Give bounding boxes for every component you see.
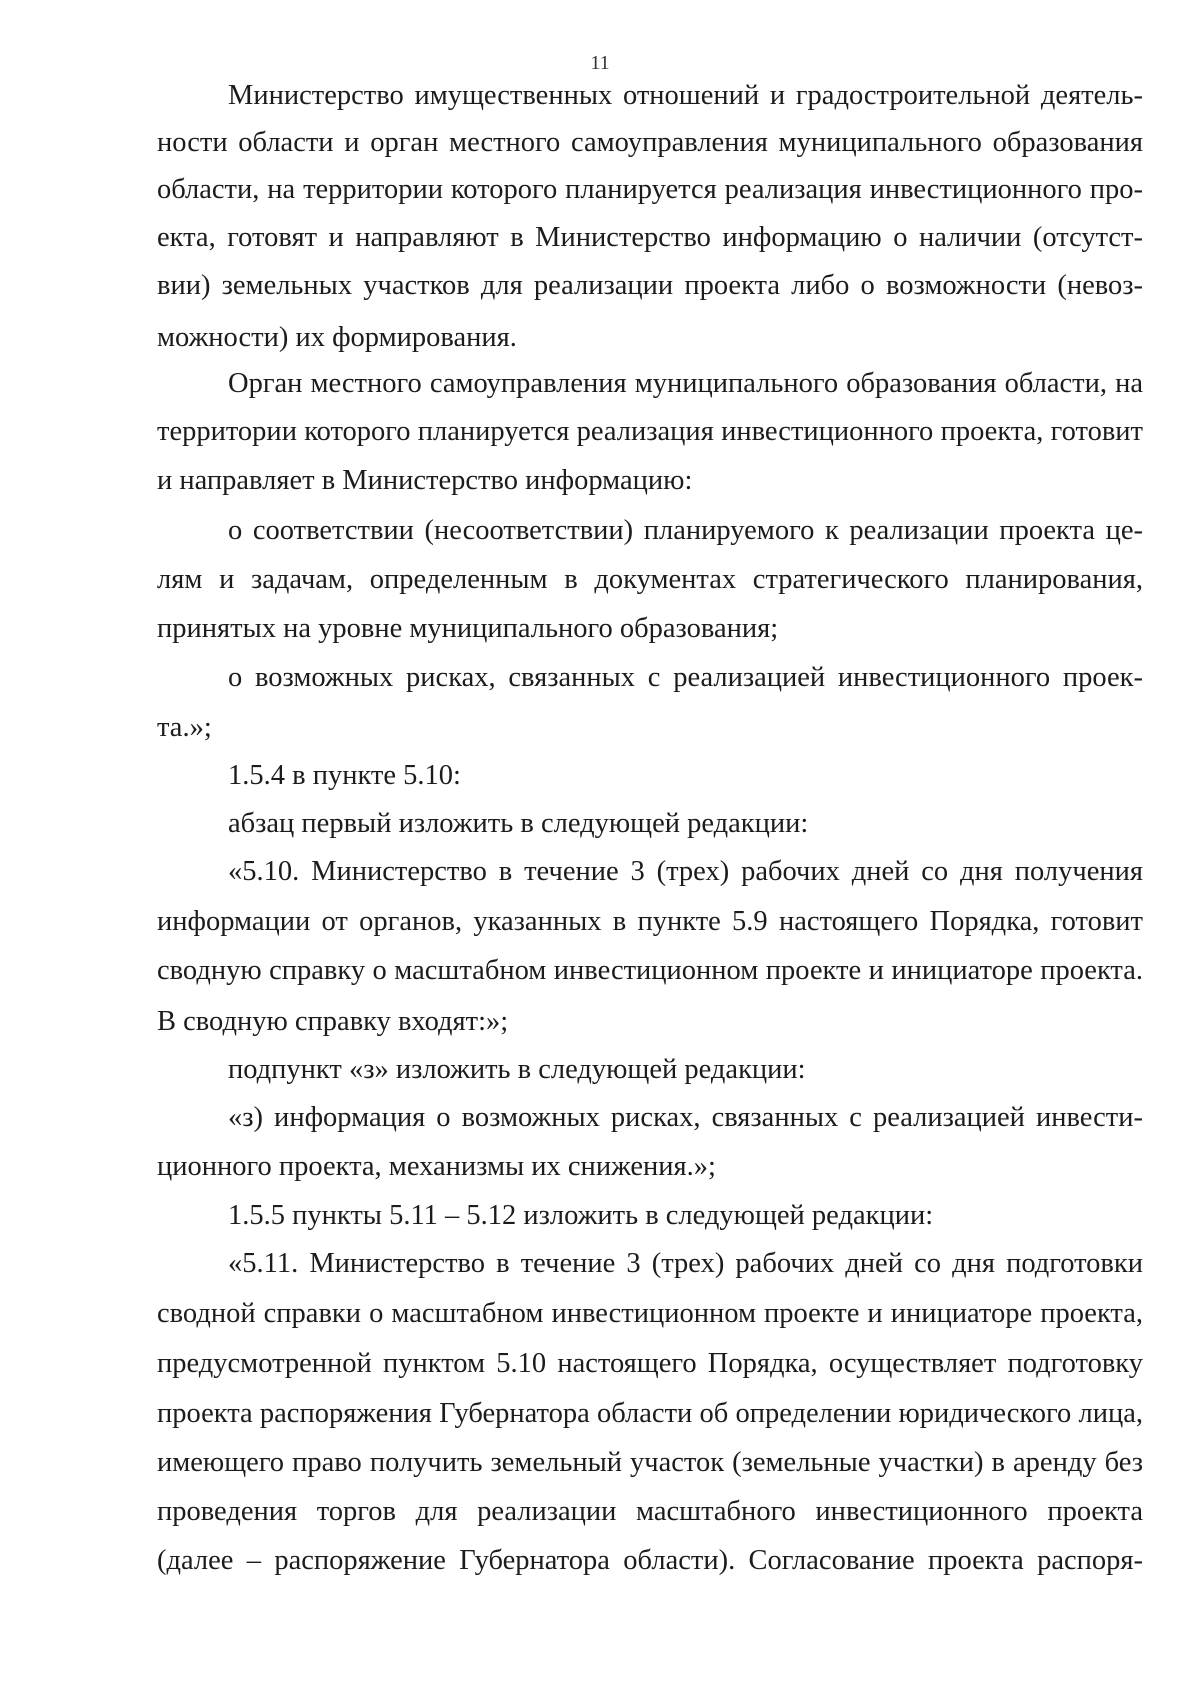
text-line: та.»; [157, 712, 212, 743]
text-line: имеющего право получить земельный участок (земельные участки) в аренду без [157, 1447, 1143, 1478]
text-line: информации от органов, указанных в пункте 5.9 настоящего Порядка, готовит [157, 906, 1143, 937]
text-line: области, на территории которого планируется реализация инвестиционного про- [157, 174, 1143, 205]
text-line: «5.11. Министерство в течение 3 (трех) рабочих дней со дня подготовки [228, 1248, 1143, 1279]
text-line: проведения торгов для реализации масштабного инвестиционного проекта [157, 1496, 1143, 1527]
text-line: можности) их формирования. [157, 322, 517, 353]
text-line: и направляет в Министерство информацию: [157, 465, 693, 496]
text-line: ционного проекта, механизмы их снижения.»; [157, 1151, 716, 1182]
text-line: сводной справки о масштабном инвестиционном проекте и инициаторе проекта, [157, 1298, 1143, 1329]
text-line: ности области и орган местного самоуправления муниципального образования [157, 127, 1143, 158]
text-line: принятых на уровне муниципального образования; [157, 613, 779, 644]
text-line: екта, готовят и направляют в Министерство информацию о наличии (отсутст- [157, 222, 1143, 253]
text-line: лям и задачам, определенным в документах стратегического планирования, [157, 564, 1143, 595]
text-line: предусмотренной пунктом 5.10 настоящего Порядка, осуществляет подготовку [157, 1348, 1143, 1379]
text-line: Министерство имущественных отношений и градостроительной деятель- [228, 80, 1143, 111]
text-line: «з) информация о возможных рисках, связанных с реализацией инвести- [228, 1102, 1143, 1133]
text-line: «5.10. Министерство в течение 3 (трех) рабочих дней со дня получения [228, 856, 1143, 887]
text-line: сводную справку о масштабном инвестиционном проекте и инициаторе проекта. [157, 955, 1143, 986]
text-line: (далее – распоряжение Губернатора области). Согласование проекта распоря- [157, 1545, 1143, 1576]
text-line: вии) земельных участков для реализации проекта либо о возможности (невоз- [157, 270, 1143, 301]
text-line: 1.5.4 в пункте 5.10: [228, 760, 461, 791]
text-line: В сводную справку входят:»; [157, 1006, 509, 1037]
text-line: проекта распоряжения Губернатора области об определении юридического лица, [157, 1398, 1143, 1429]
page-number: 11 [590, 52, 610, 74]
text-line: абзац первый изложить в следующей редакции: [228, 808, 809, 839]
text-line: о соответствии (несоответствии) планируемого к реализации проекта це- [228, 515, 1143, 546]
text-line: Орган местного самоуправления муниципального образования области, на [228, 368, 1143, 399]
text-line: о возможных рисках, связанных с реализацией инвестиционного проек- [228, 662, 1143, 693]
text-line: подпункт «з» изложить в следующей редакции: [228, 1054, 806, 1085]
text-line: территории которого планируется реализация инвестиционного проекта, готовит [157, 416, 1143, 447]
text-line: 1.5.5 пункты 5.11 – 5.12 изложить в следующей редакции: [228, 1200, 934, 1231]
